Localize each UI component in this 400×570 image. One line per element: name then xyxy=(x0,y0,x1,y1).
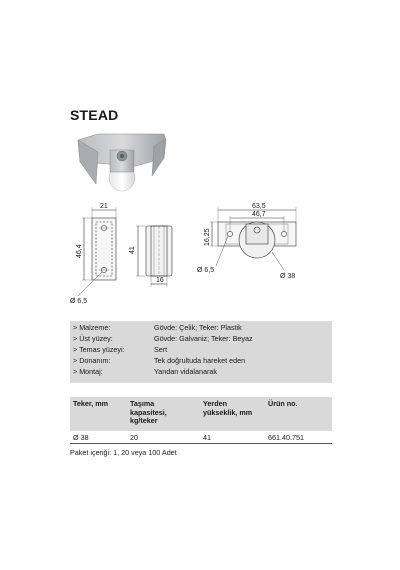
top-hole-label: Ø 6,5 xyxy=(197,267,215,274)
column-header-height: Yerden yükseklik, mm xyxy=(203,399,253,417)
spec-row xyxy=(73,356,329,366)
specifications-panel xyxy=(70,321,332,383)
front-view xyxy=(78,207,116,296)
spec-label: > Temas yüzeyi: xyxy=(73,345,125,354)
top-inner-width-label: 46,7 xyxy=(252,211,266,218)
table-row xyxy=(70,431,332,444)
top-height-label: 16,25 xyxy=(204,228,211,246)
product-title: STEAD xyxy=(70,107,119,123)
side-height-label: 41 xyxy=(129,246,136,254)
top-wheel-label: Ø 38 xyxy=(280,273,296,280)
side-view xyxy=(136,226,172,287)
spec-value: Sert xyxy=(154,345,168,354)
spec-label: > Donanım: xyxy=(73,356,111,365)
table-header xyxy=(70,397,332,431)
side-width-label: 16 xyxy=(156,277,164,284)
spec-row xyxy=(73,367,329,377)
technical-drawing xyxy=(58,196,308,306)
top-total-width-label: 63,5 xyxy=(252,203,266,210)
cell-wheel: Ø 38 xyxy=(73,432,89,442)
spec-row xyxy=(73,345,329,355)
spec-value: Gövde: Galvaniz; Teker: Beyaz xyxy=(154,334,253,343)
front-width-label: 21 xyxy=(100,203,108,210)
spec-label: > Montaj: xyxy=(73,367,103,376)
spec-row xyxy=(73,334,329,344)
column-header-wheel: Teker, mm xyxy=(73,399,109,408)
spec-value: Yandan vidalanarak xyxy=(154,367,218,376)
spec-value: Tek doğrultuda hareket eden xyxy=(154,356,246,365)
spec-label: > Üst yüzey: xyxy=(73,334,113,343)
cell-capacity: 20 xyxy=(130,432,138,442)
product-photo xyxy=(76,132,168,192)
column-header-capacity: Taşıma kapasitesi, kg/teker xyxy=(130,399,167,425)
cell-height: 41 xyxy=(203,432,211,442)
cell-product-no: 661.40.751 xyxy=(268,432,304,442)
front-height-label: 46,4 xyxy=(76,244,83,258)
spec-row xyxy=(73,323,329,333)
spec-label: > Malzeme: xyxy=(73,323,111,332)
column-header-product-no: Ürün no. xyxy=(268,399,298,408)
product-table xyxy=(70,397,332,444)
package-contents: Paket içeriği: 1, 20 veya 100 Adet xyxy=(70,448,177,457)
spec-value: Gövde: Çelik; Teker: Plastik xyxy=(154,323,242,332)
front-hole-label: Ø 6,5 xyxy=(70,298,88,305)
